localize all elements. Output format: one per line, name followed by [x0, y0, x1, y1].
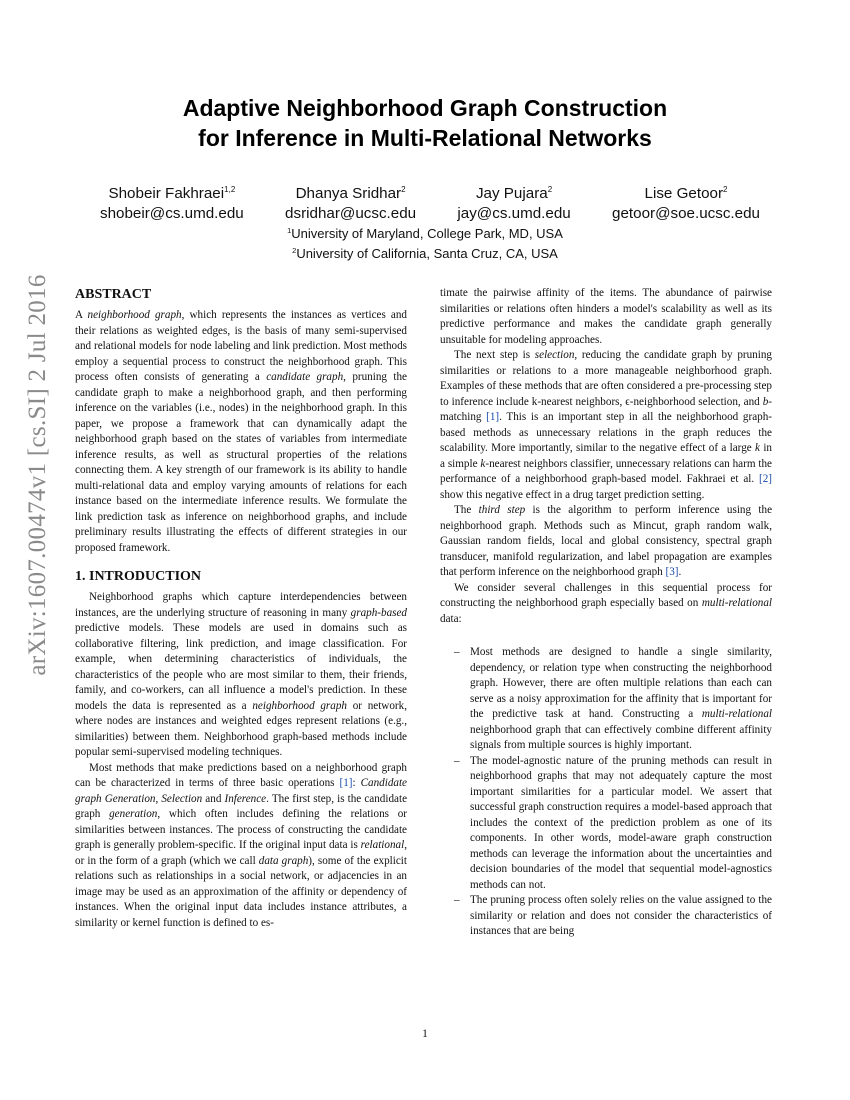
- list-item: – The pruning process often solely relies on the value assigned to the similarity or relation and does not consider the characteristics of instances that are being: [470, 893, 772, 940]
- affiliation-marker: 1,2: [224, 185, 236, 194]
- author-email: getoor@soe.ucsc.edu: [612, 205, 760, 222]
- body-paragraph: We consider several challenges in this sequential process for constructing the neighborhood graph especially based on multi-relational data:: [440, 581, 772, 625]
- author-email: shobeir@cs.umd.edu: [100, 205, 244, 222]
- title-line-1: Adaptive Neighborhood Graph Construction: [182, 95, 668, 121]
- body-paragraph: The third step is the algorithm to perform inference using the neighborhood graph. Methods such as Mincut, graph random walk, Gaussian random fields, local and global consistency, spectral graph transducer, manifold regularization, and label propagation are examples that perform inference on the neighborhood graph [3].: [440, 504, 773, 578]
- challenges-list: [440, 645, 772, 940]
- left-column: [75, 286, 407, 931]
- author: [612, 180, 760, 224]
- author: [100, 180, 244, 224]
- right-column: [440, 286, 772, 940]
- author-name: Dhanya Sridhar: [295, 185, 402, 202]
- list-item: – The model-agnostic nature of the pruning methods can result in neighborhood graphs that may not adequately capture the most important similarities for a particular model. We assert that successful graph construction requires a model-based approach that includes the context of the prediction problem as one of its components. In other words, model-aware graph construction methods can leverage the information about the uncertainties and decision boundaries of the model that sequential model-agnostics methods can not.: [470, 754, 772, 894]
- author-name: Lise Getoor: [644, 185, 724, 202]
- abstract-paragraph: A neighborhood graph, which represents the instances as vertices and their relations as weighted edges, is the basis of many semi-supervised and relational models for node labeling and link prediction. Most methods employ a sequential process to construct the neighborhood graph. This process often consists of generating a candidate graph, pruning the candidate graph to make a neighborhood graph, and then performing inference on the variables (i.e., nodes) in the neighborhood graph. In this paper, we propose a framework that can dynamically adapt the neighborhood graph based on the states of variables from intermediate inference results, as well as structural properties of the relations connecting them. A key strength of our framework is its ability to handle multi-relational data and employ varying amounts of relations for each instance based on the intermediate inference results. We formulate the link prediction task as inference on neighborhood graphs, and include preliminary results illustrating the effects of different strategies in our proposed framework.: [75, 309, 407, 554]
- affiliation: $^2$University of California, Santa Cruz, CA, USA: [292, 246, 558, 261]
- paper-title: [0, 93, 850, 153]
- affiliations: [0, 222, 850, 262]
- affiliation-marker: 2: [401, 185, 406, 194]
- affiliation: $^1$University of Maryland, College Park, MD, USA: [287, 226, 563, 241]
- author: [285, 180, 416, 224]
- citation-link[interactable]: [3]: [665, 566, 679, 578]
- body-paragraph: timate the pairwise affinity of the items. The abundance of pairwise similarities or relations often hinders a model's scalability as well as its predictive performance and makes the candidate graph generally unsuitable for modeling approaches.: [440, 287, 772, 346]
- citation-link[interactable]: [1]: [339, 777, 353, 789]
- body-paragraph: The next step is selection, reducing the candidate graph by pruning similarities or relations to a more manageable neighborhood graph. Examples of these methods that are often considered a pre-processing step to inference include k-nearest neighbors, ϵ-neighborhood selection, and b-matching [1]. This is an important step in all the neighborhood graph-based methods as unnecessary relations in the graph reduces the scalability. More importantly, similar to the negative effect of a large k in a simple k-nearest neighbors classifier, unnecessary relations can harm the performance of a neighborhood graph-based model. Fakhraei et al. [2] show this negative effect in a drug target prediction setting.: [440, 349, 772, 501]
- arxiv-identifier-stamp: [14, 274, 62, 676]
- author-email: jay@cs.umd.edu: [457, 205, 571, 222]
- list-item: – Most methods are designed to handle a single similarity, dependency, or relation type when constructing the neighborhood graph. However, there are often multiple relations than each can serve as a noisy approximation for the affinity that is important for the predictive task at hand. Constructing a multi-relational neighborhood graph that can effectively combine different affinity signals from multiple sources is highly important.: [470, 645, 772, 754]
- author-name: Jay Pujara: [475, 185, 548, 202]
- affiliation-marker: 2: [547, 185, 553, 194]
- body-paragraph: Neighborhood graphs which capture interdependencies between instances, are the underlying structure of reasoning in many graph-based predictive models. These models are used in domains such as collaborative filtering, link prediction, and image classification. For example, when determining characteristics of individuals, the characteristics of the people who are most similar to them, their friends, family, and co-workers, can all influence a model's prediction. In these models the data is represented as a neighborhood graph or network, where nodes are instances and weighted edges represent relations (e.g., similarities) between them. Neighborhood graph-based methods include popular semi-supervised modeling techniques.: [75, 591, 407, 758]
- author-email: dsridhar@ucsc.edu: [285, 205, 417, 222]
- affiliation-marker: 2: [723, 185, 728, 194]
- title-line-2: for Inference in Multi-Relational Networks: [198, 125, 652, 151]
- page-number: 1: [422, 1028, 428, 1040]
- author-name: Shobeir Fakhraei: [108, 185, 225, 202]
- author-block: [100, 180, 760, 224]
- citation-link[interactable]: [1]: [486, 411, 500, 423]
- introduction-heading: 1. INTRODUCTION: [75, 569, 202, 584]
- arxiv-identifier-text: arXiv:1607.00474v1 [cs.SI] 2 Jul 2016: [24, 274, 51, 676]
- author: [457, 180, 570, 224]
- body-paragraph: Most methods that make predictions based on a neighborhood graph can be characterized in terms of three basic operations [1]: Candidate graph Generation, Selection and Inference. The first step, is the candidate graph generation, which often includes defining the relations or similarities between instances. The process of constructing the candidate graph is generally problem-specific. If the original input data is relational, or in the form of a graph (which we call data graph), some of the explicit relations such as relationships in a social network, or adjacencies in an image may be used as an approximation of the affinity or dependency of instances. When the original input data includes instance attributes, a similarity or kernel function is defined to es-: [75, 761, 408, 929]
- citation-link[interactable]: [2]: [759, 473, 772, 485]
- abstract-heading: ABSTRACT: [75, 287, 152, 302]
